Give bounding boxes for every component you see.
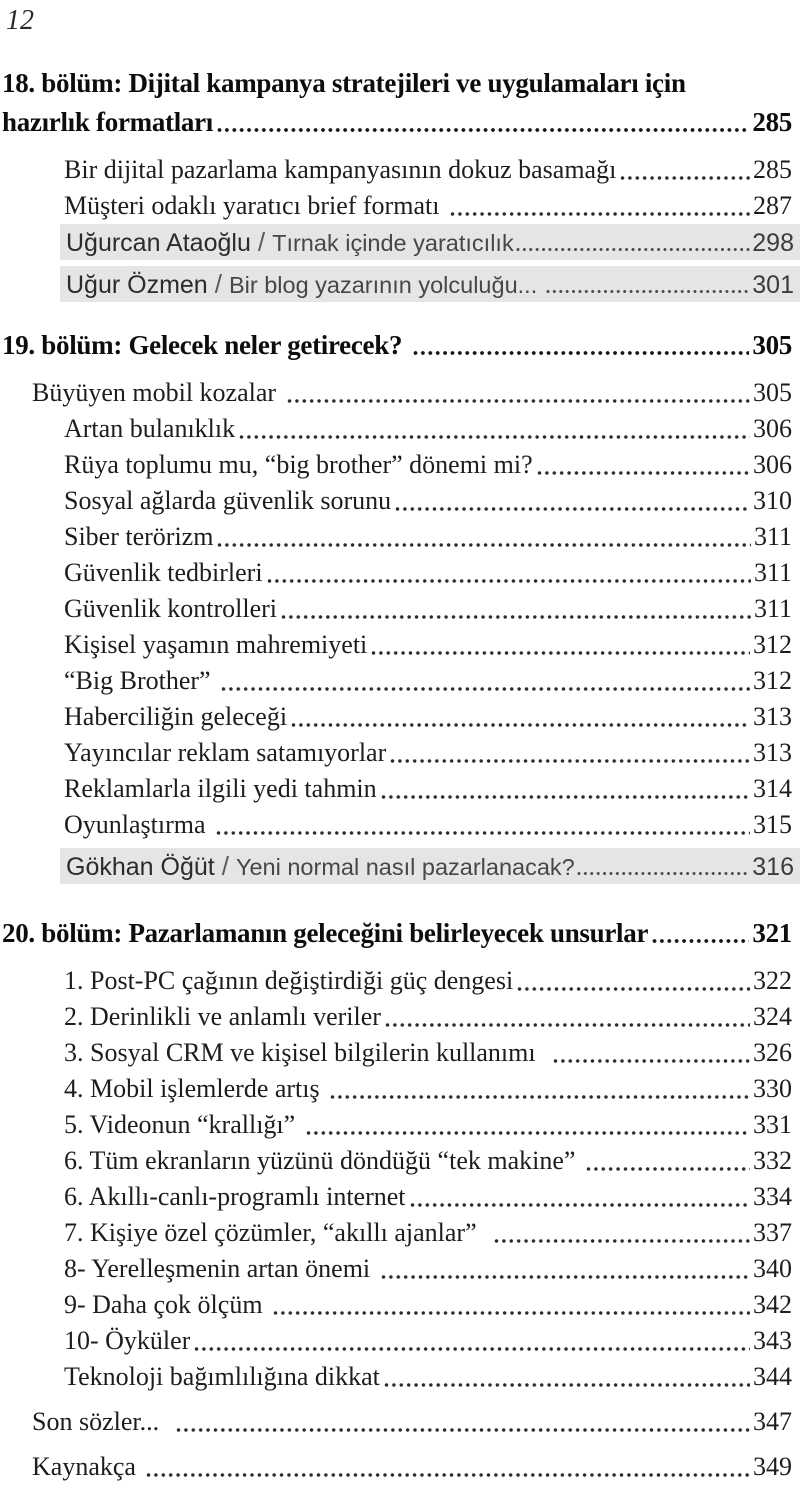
toc-entry-label: Sosyal ağlarda güvenlik sorunu	[64, 486, 392, 515]
dot-leader	[410, 1202, 750, 1208]
dot-leader	[413, 350, 750, 356]
toc-entry-label: 8- Yerelleşmenin artan önemi	[64, 1254, 377, 1283]
toc-entry-row	[0, 411, 800, 447]
page-number: 305	[753, 378, 792, 407]
toc-entry-row	[0, 999, 800, 1035]
page-number: 285	[753, 155, 792, 184]
page-number: 313	[753, 738, 792, 767]
toc-entry-row	[0, 663, 800, 699]
toc-entry-label: “Big Brother”	[64, 666, 218, 695]
toc-entry-label: Rüya toplumu mu, “big brother” dönemi mi?	[64, 450, 533, 479]
dot-leader	[620, 175, 750, 181]
toc-entry-row	[0, 1449, 800, 1485]
toc-entry-row	[0, 1179, 800, 1215]
dot-leader	[517, 986, 750, 992]
toc-entry-label: Yayıncılar reklam satamıyorlar	[64, 738, 387, 767]
toc-chapter-heading-line	[0, 103, 800, 142]
contributor-separator: /	[221, 851, 229, 881]
page-number: 321	[752, 918, 792, 948]
dot-leader	[390, 758, 750, 764]
toc-entry-label: Oyunlaştırma	[64, 810, 213, 839]
dot-leader	[371, 650, 750, 656]
toc-entry-label: Büyüyen mobil kozalar	[32, 378, 283, 407]
table-of-contents	[0, 64, 800, 1485]
toc-entry-row	[0, 1404, 800, 1440]
page-number: 324	[753, 1002, 792, 1031]
toc-entry-row	[0, 519, 800, 555]
toc-entry-row	[0, 1287, 800, 1323]
toc-entry-row	[0, 483, 800, 519]
page-number: 306	[753, 414, 792, 443]
page-number: 311	[753, 522, 792, 551]
toc-entry-row	[0, 807, 800, 843]
toc-entry-row	[0, 1323, 800, 1359]
dot-leader	[217, 127, 749, 133]
page-number: 330	[753, 1074, 792, 1103]
contributor-separator: /	[257, 227, 266, 257]
toc-entry-row	[0, 627, 800, 663]
toc-entry-label: Reklamlarla ilgili yedi tahmin	[64, 774, 377, 803]
toc-entry-row	[0, 1251, 800, 1287]
toc-section	[0, 64, 800, 302]
toc-entry-label: 2. Derinlikli ve anlamlı veriler	[64, 1002, 381, 1031]
toc-entry-row	[0, 1215, 800, 1251]
toc-chapter-title: hazırlık formatları	[2, 107, 213, 137]
toc-entry-label: 6. Akıllı-canlı-programlı internet	[64, 1182, 406, 1211]
dot-leader	[239, 434, 750, 440]
dot-leader	[176, 1427, 750, 1433]
dot-leader	[267, 578, 751, 584]
toc-entry-row	[0, 1107, 800, 1143]
page-number: 287	[753, 191, 792, 220]
toc-entry-label: Güvenlik tedbirleri	[64, 558, 263, 587]
toc-entry-label: Güvenlik kontrolleri	[64, 594, 278, 623]
dot-leader	[553, 1058, 750, 1064]
page-number: 332	[753, 1146, 792, 1175]
toc-entry-row	[0, 1071, 800, 1107]
contributor-row	[60, 266, 800, 302]
dot-leader	[217, 542, 751, 548]
toc-entry-label: Son sözler...	[32, 1407, 173, 1436]
contributor-description: Bir blog yazarının yolculuğu...	[228, 272, 544, 298]
toc-entry-label: 5. Videonun “krallığı”	[64, 1110, 302, 1139]
page-number: 310	[753, 486, 792, 515]
dot-leader	[281, 614, 751, 620]
page-number: 340	[753, 1254, 792, 1283]
dot-leader	[546, 289, 751, 294]
dot-leader	[306, 1130, 750, 1136]
page-number: 326	[753, 1038, 792, 1067]
toc-entry-label: 10- Öyküler	[64, 1326, 191, 1355]
contributor-row	[60, 224, 800, 260]
toc-entry-row	[0, 1359, 800, 1395]
toc-entry-label: Siber terörizm	[64, 522, 214, 551]
contributor-separator: /	[214, 269, 222, 299]
toc-entry-label: 7. Kişiye özel çözümler, “akıllı ajanlar”	[64, 1218, 490, 1247]
toc-entry-label: Haberciliğin geleceği	[64, 702, 288, 731]
toc-section	[0, 1404, 800, 1485]
page-number: 306	[753, 450, 792, 479]
toc-chapter-title: 18. bölüm: Dijital kampanya stratejileri ve uygulamaları için	[2, 68, 686, 98]
dot-leader	[384, 1382, 750, 1388]
dot-leader	[494, 1238, 750, 1244]
contributor-name: Uğur Özmen	[66, 271, 208, 299]
toc-entry-row	[0, 1143, 800, 1179]
contributor-description: Yeni normal nasıl pazarlanacak?	[235, 854, 575, 880]
toc-chapter-heading-line	[0, 914, 800, 953]
toc-entry-label: Kişisel yaşamın mahremiyeti	[64, 630, 368, 659]
toc-chapter-heading	[0, 64, 800, 142]
toc-section	[0, 326, 800, 884]
contributor-row	[60, 848, 800, 884]
toc-entry-row	[0, 771, 800, 807]
toc-chapter-heading	[0, 914, 800, 953]
dot-leader	[221, 686, 750, 692]
contributor-description: Tırnak içinde yaratıcılık	[272, 230, 514, 256]
page-number: 343	[753, 1326, 792, 1355]
page-number: 344	[753, 1362, 792, 1391]
toc-entry-row	[0, 188, 800, 224]
toc-entry-label: Kaynakça	[32, 1452, 143, 1481]
dot-leader	[287, 398, 750, 404]
page-number: 298	[752, 229, 794, 257]
toc-entry-row	[0, 591, 800, 627]
contributor-name: Gökhan Öğüt	[66, 853, 215, 881]
dot-leader	[146, 1472, 750, 1478]
toc-chapter-heading-line	[0, 326, 800, 365]
page-number: 315	[753, 810, 792, 839]
page-number: 285	[752, 107, 792, 137]
toc-entry-label: 3. Sosyal CRM ve kişisel bilgilerin kullanımı	[64, 1038, 549, 1067]
dot-leader	[216, 830, 750, 836]
toc-entry-row	[0, 699, 800, 735]
toc-chapter-heading	[0, 326, 800, 365]
page-number: 347	[753, 1407, 792, 1436]
dot-leader	[586, 1166, 750, 1172]
toc-entry-row	[0, 152, 800, 188]
toc-entry-row	[0, 555, 800, 591]
toc-entry-label: Artan bulanıklık	[64, 414, 236, 443]
page-number: 331	[753, 1110, 792, 1139]
dot-leader	[273, 1310, 750, 1316]
contributor-name: Uğurcan Ataoğlu	[66, 229, 251, 257]
page-number: 311	[753, 558, 792, 587]
toc-entry-label: Bir dijital pazarlama kampanyasının dokuz basamağı	[64, 155, 617, 184]
page-number: 313	[753, 702, 792, 731]
toc-entry-label: 6. Tüm ekranların yüzünü döndüğü “tek makine”	[64, 1146, 582, 1175]
dot-leader	[381, 1274, 750, 1280]
toc-entry-label: 4. Mobil işlemlerde artış	[64, 1074, 327, 1103]
page-number: 349	[753, 1452, 792, 1481]
page-number: 316	[752, 853, 794, 881]
dot-leader	[516, 247, 751, 252]
page-number: 301	[752, 271, 794, 299]
toc-entry-row	[0, 963, 800, 999]
page-number: 334	[753, 1182, 792, 1211]
toc-entry-row	[0, 375, 800, 411]
toc-chapter-heading-line	[0, 64, 800, 103]
dot-leader	[395, 506, 750, 512]
toc-section	[0, 914, 800, 1395]
dot-leader	[194, 1346, 750, 1352]
toc-entry-label: Müşteri odaklı yaratıcı brief formatı	[64, 191, 446, 220]
toc-chapter-title: 19. bölüm: Gelecek neler getirecek?	[2, 330, 409, 360]
dot-leader	[330, 1094, 750, 1100]
toc-entry-row	[0, 1035, 800, 1071]
toc-entry-row	[0, 735, 800, 771]
page-number: 311	[753, 594, 792, 623]
dot-leader	[381, 794, 750, 800]
page-number: 342	[753, 1290, 792, 1319]
page-number: 322	[753, 966, 792, 995]
page-number: 337	[753, 1218, 792, 1247]
page-number: 305	[752, 330, 792, 360]
dot-leader	[450, 211, 750, 217]
dot-leader	[652, 938, 749, 944]
toc-entry-label: 9- Daha çok ölçüm	[64, 1290, 270, 1319]
toc-entry-label: 1. Post-PC çağının değiştirdiği güç dengesi	[64, 966, 514, 995]
toc-entry-row	[0, 447, 800, 483]
dot-leader	[291, 722, 750, 728]
toc-entry-label: Teknoloji bağımlılığına dikkat	[64, 1362, 380, 1391]
page-number: 312	[753, 630, 792, 659]
page-number: 312	[753, 666, 792, 695]
dot-leader	[537, 470, 750, 476]
dot-leader	[385, 1022, 750, 1028]
dot-leader	[577, 871, 751, 876]
toc-chapter-title: 20. bölüm: Pazarlamanın geleceğini belirleyecek unsurlar	[2, 918, 649, 948]
page-number: 314	[753, 774, 792, 803]
corner-page-number: 12	[6, 5, 34, 36]
